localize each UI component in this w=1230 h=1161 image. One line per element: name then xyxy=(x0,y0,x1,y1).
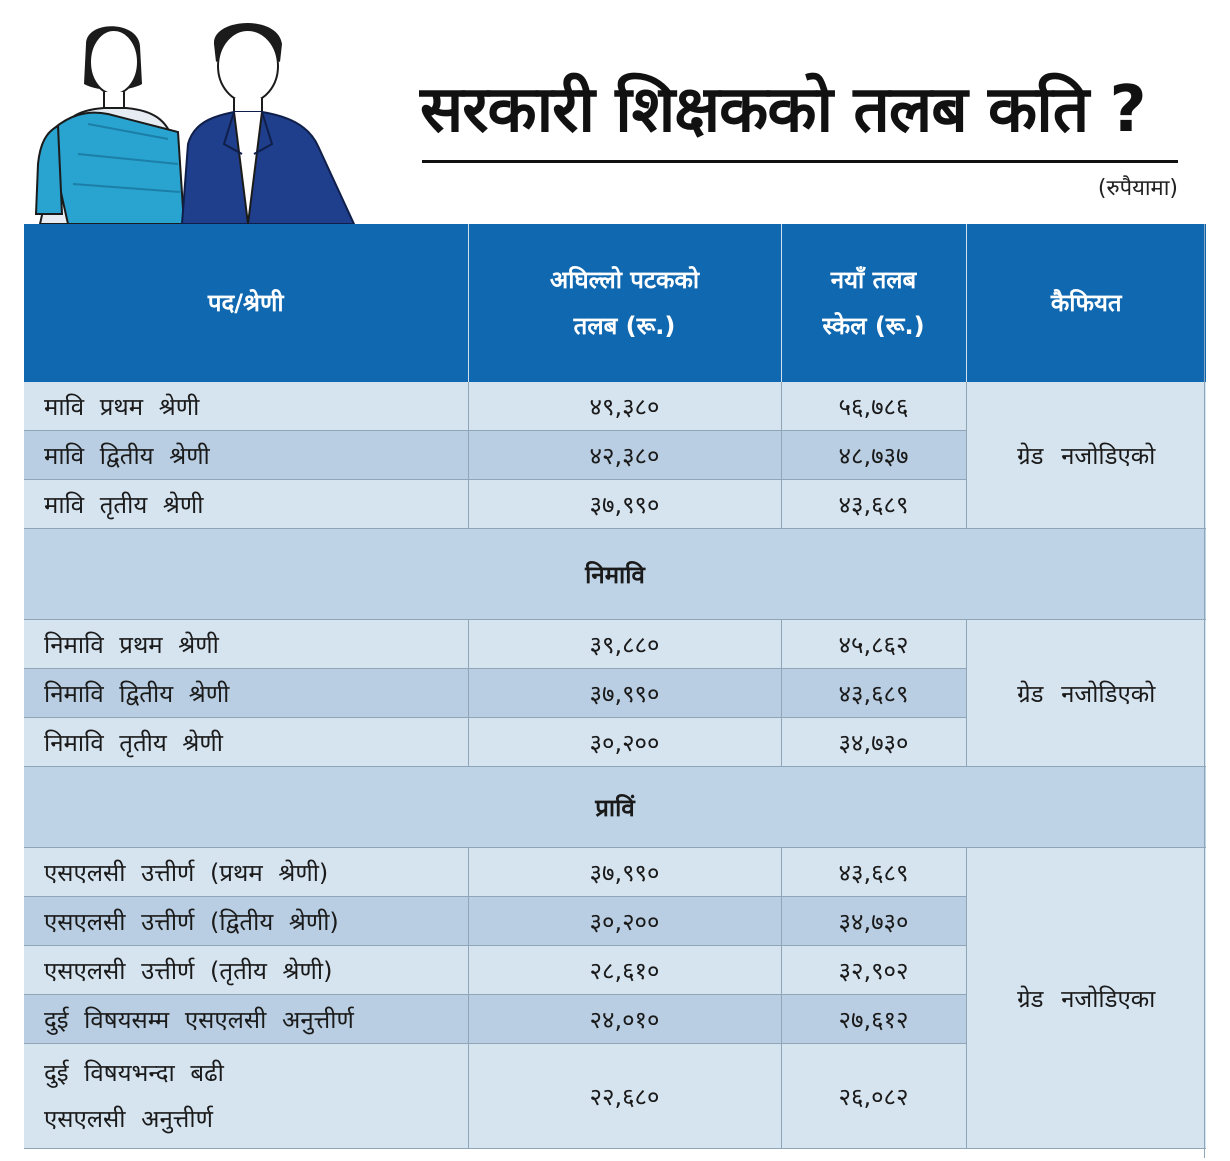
previous-salary-cell: २४,०१० xyxy=(468,995,781,1044)
remark-cell: ग्रेड नजोडिएको xyxy=(966,382,1206,529)
salary-table xyxy=(24,224,1206,1149)
post-line-2: एसएलसी अनुत्तीर्ण xyxy=(44,1105,213,1133)
woman-teacher-figure xyxy=(36,26,184,224)
previous-salary-cell: ४२,३८० xyxy=(468,431,781,480)
post-line-1: दुई विषयभन्दा बढी xyxy=(44,1059,224,1087)
teachers-illustration xyxy=(28,14,358,224)
previous-salary-cell: ४९,३८० xyxy=(468,382,781,431)
post-cell: एसएलसी उत्तीर्ण (प्रथम श्रेणी) xyxy=(24,848,468,897)
section-label: निमावि xyxy=(24,529,1206,620)
previous-salary-cell: २२,६८० xyxy=(468,1044,781,1149)
column-header-previous-line2: तलब (रू.) xyxy=(573,312,676,340)
new-salary-cell: ४५,८६२ xyxy=(781,620,966,669)
column-header-new-line2: स्केल (रू.) xyxy=(822,312,925,340)
man-teacher-figure xyxy=(182,23,354,224)
column-header-post: पद/श्रेणी xyxy=(24,224,468,382)
previous-salary-cell: ३९,८८० xyxy=(468,620,781,669)
previous-salary-cell: ३०,२०० xyxy=(468,897,781,946)
new-salary-cell: ३२,९०२ xyxy=(781,946,966,995)
post-cell: निमावि द्वितीय श्रेणी xyxy=(24,669,468,718)
new-salary-cell: ४३,६८९ xyxy=(781,669,966,718)
currency-unit-note: (रुपैयामा) xyxy=(1097,176,1178,201)
post-cell: एसएलसी उत्तीर्ण (द्वितीय श्रेणी) xyxy=(24,897,468,946)
section-row-primary xyxy=(24,767,1206,848)
remark-cell: ग्रेड नजोडिएका xyxy=(966,848,1206,1149)
previous-salary-cell: ३७,९९० xyxy=(468,848,781,897)
post-cell: मावि तृतीय श्रेणी xyxy=(24,480,468,529)
table-row xyxy=(24,382,1206,431)
post-cell: निमावि तृतीय श्रेणी xyxy=(24,718,468,767)
column-header-new-line1: नयाँ तलब xyxy=(830,266,917,294)
post-cell: एसएलसी उत्तीर्ण (तृतीय श्रेणी) xyxy=(24,946,468,995)
remark-cell: ग्रेड नजोडिएको xyxy=(966,620,1206,767)
page-title: सरकारी शिक्षकको तलब कति ? xyxy=(420,73,1146,147)
new-salary-cell: ४८,७३७ xyxy=(781,431,966,480)
new-salary-cell: ३४,७३० xyxy=(781,897,966,946)
column-header-previous-salary xyxy=(468,224,781,382)
post-cell: मावि प्रथम श्रेणी xyxy=(24,382,468,431)
post-cell: मावि द्वितीय श्रेणी xyxy=(24,431,468,480)
column-header-previous-line1: अघिल्लो पटकको xyxy=(549,266,700,294)
table-header-row xyxy=(24,224,1206,382)
previous-salary-cell: २८,६१० xyxy=(468,946,781,995)
previous-salary-cell: ३०,२०० xyxy=(468,718,781,767)
new-salary-cell: ५६,७८६ xyxy=(781,382,966,431)
new-salary-cell: २६,०८२ xyxy=(781,1044,966,1149)
new-salary-cell: २७,६१२ xyxy=(781,995,966,1044)
post-cell xyxy=(24,1044,468,1149)
new-salary-cell: ४३,६८९ xyxy=(781,480,966,529)
title-underline xyxy=(422,160,1178,163)
table-row xyxy=(24,620,1206,669)
previous-salary-cell: ३७,९९० xyxy=(468,669,781,718)
post-cell: निमावि प्रथम श्रेणी xyxy=(24,620,468,669)
previous-salary-cell: ३७,९९० xyxy=(468,480,781,529)
new-salary-cell: ४३,६८९ xyxy=(781,848,966,897)
section-label: प्राविं xyxy=(24,767,1206,848)
post-cell: दुई विषयसम्म एसएलसी अनुत्तीर्ण xyxy=(24,995,468,1044)
column-header-new-scale xyxy=(781,224,966,382)
section-row-lower-secondary xyxy=(24,529,1206,620)
column-header-remarks: कैफियत xyxy=(966,224,1206,382)
new-salary-cell: ३४,७३० xyxy=(781,718,966,767)
table-row xyxy=(24,848,1206,897)
